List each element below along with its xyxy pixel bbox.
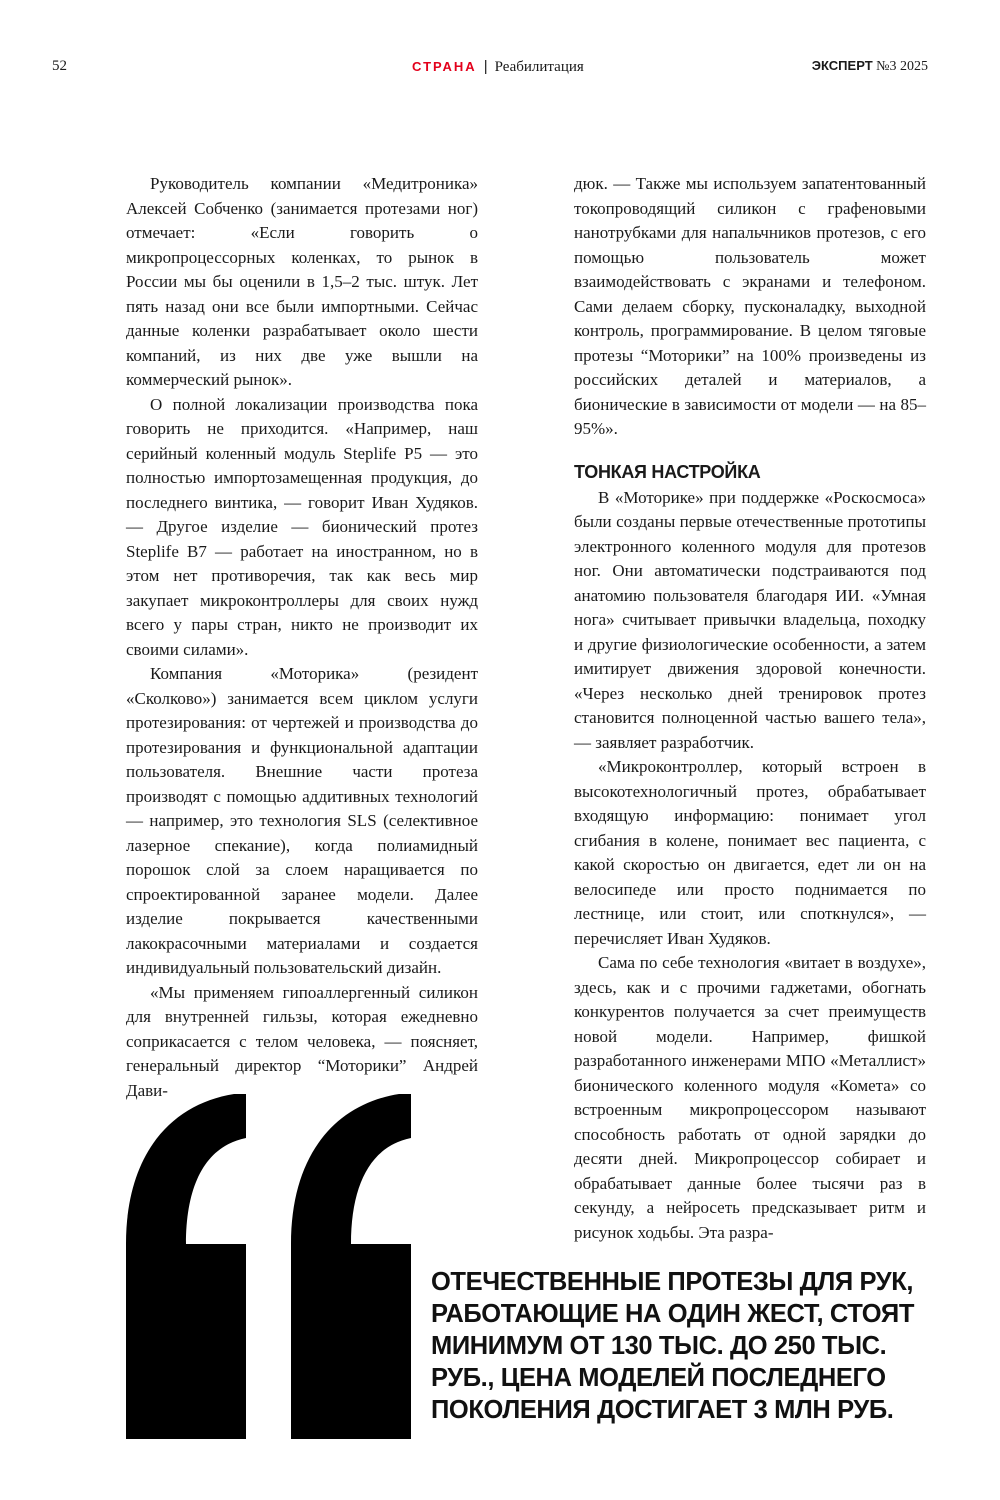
subheading: ТОНКАЯ НАСТРОЙКА — [574, 461, 761, 482]
paragraph: Компания «Моторика» (резидент «Сколково») занимается всем циклом услуги протезирования: от чертежей и производства до протезирования и функциональной адаптации пользователя. Внешние части протеза производят с помощью аддитивных технологий — например, это технология SLS (селективное лазерное спекание), когда полиамидный порошок слой за слоем наращивается по спроектированной заранее модели. Далее изделие покрывается качественными лакокрасочными материалами и создается индивидуальный пользовательский дизайн. — [126, 664, 478, 977]
opening-quote-icon — [126, 1094, 416, 1439]
magazine-name: ЭКСПЕРТ — [811, 58, 873, 73]
pull-quote-text: ОТЕЧЕСТВЕННЫЕ ПРОТЕЗЫ ДЛЯ РУК, РАБОТАЮЩИЕ НА ОДИН ЖЕСТ, СТОЯТ МИНИМУМ ОТ 130 ТЫС. ДО 250 ТЫС. РУБ., ЦЕНА МОДЕЛЕЙ ПОСЛЕДНЕГО ПОКОЛЕНИЯ ДОСТИГАЕТ 3 МЛН РУБ. — [431, 1268, 914, 1424]
left-column — [126, 172, 478, 1103]
issue-label — [812, 58, 928, 75]
paragraph: О полной локализации производства пока говорить не приходится. «Например, наш серийный коленный модуль Steplife P5 — это полностью импортозамещенная продукция, до последнего винтика, — говорит Иван Худяков. — Другое изделие — бионический протез Steplife B7 — работает на иностранном, но в этом нет противоречия, так как весь мир закупает микроконтроллеры для своих нужд всего у пары стран, никто не производит их своими силами». — [126, 394, 478, 659]
rubric-label: СТРАНА — [412, 59, 477, 74]
section-name: Реабилитация — [494, 59, 584, 75]
pull-quote-block — [126, 1094, 926, 1439]
paragraph: Сама по себе технология «витает в воздухе», здесь, как и с прочими гаджетами, обогнать конкурентов получается за счет преимуществ новой модели. Например, фишкой разработанного инженерами МПО «Металлист» бионического коленного модуля «Комета» со встроенным микропроцессором называют способность работать от одной зарядки до десяти дней. Микропроцессор собирает и обрабатывает данные более тысячи раз в секунду, а нейросеть предсказывает ритм и рисунок ходьбы. Эта разра- — [574, 953, 926, 1242]
paragraph: В «Моторике» при поддержке «Роскосмоса» были созданы первые отечественные прототипы электронного коленного модуля для протезов ног. Они автоматически подстраиваются под анатомию пользователя благодаря ИИ. «Умная нога» считывает привычки владельца, походку и другие физиологические особенности, а затем имитирует движения здоровой конечности. «Через несколько дней тренировок протез становится полноценной частью вашего тела», — заявляет разработчик. — [574, 487, 926, 752]
section-label — [412, 58, 584, 76]
paragraph-continued: дюк. — Также мы используем запатентованный токопроводящий силикон с графеновыми нанотрубками для напальчников протезов, с его помощью пользователь может взаимодействовать с экранами и телефоном. Сами делаем сборку, пусконаладку, выходной контроль, программирование. В целом тяговые протезы “Моторики” на 100% произведены из российских деталей и материалов, а бионические в зависимости от модели — на 85–95%». — [574, 174, 926, 438]
paragraph: «Мы применяем гипоаллергенный силикон для внутренней гильзы, которая ежедневно соприкасается с телом человека, — поясняет, генеральный директор “Моторики” Андрей Дави- — [126, 982, 478, 1100]
right-column — [574, 172, 926, 1245]
header-separator: | — [483, 58, 488, 75]
page-number: 52 — [52, 58, 67, 74]
paragraph: «Микроконтроллер, который встроен в высокотехнологичный протез, обрабатывает входящую информацию: понимает угол сгибания в колене, понимает вес пациента, с какой скоростью он двигается, едет ли он на велосипеде или просто поднимается по лестнице, или стоит, или споткнулся», — перечисляет Иван Худяков. — [574, 757, 926, 948]
issue-number: №3 2025 — [876, 59, 928, 74]
page-header — [0, 58, 1000, 82]
paragraph: Руководитель компании «Медитроника» Алексей Собченко (занимается протезами ног) отмечает: «Если говорить о микропроцессорных коленках, то рынок в России мы бы оценили в 1,5–2 тыс. штук. Лет пять назад они все были импортными. Сейчас данные коленки разрабатывает около шести компаний, из них две уже вышли на коммерческий рынок». — [126, 174, 478, 389]
